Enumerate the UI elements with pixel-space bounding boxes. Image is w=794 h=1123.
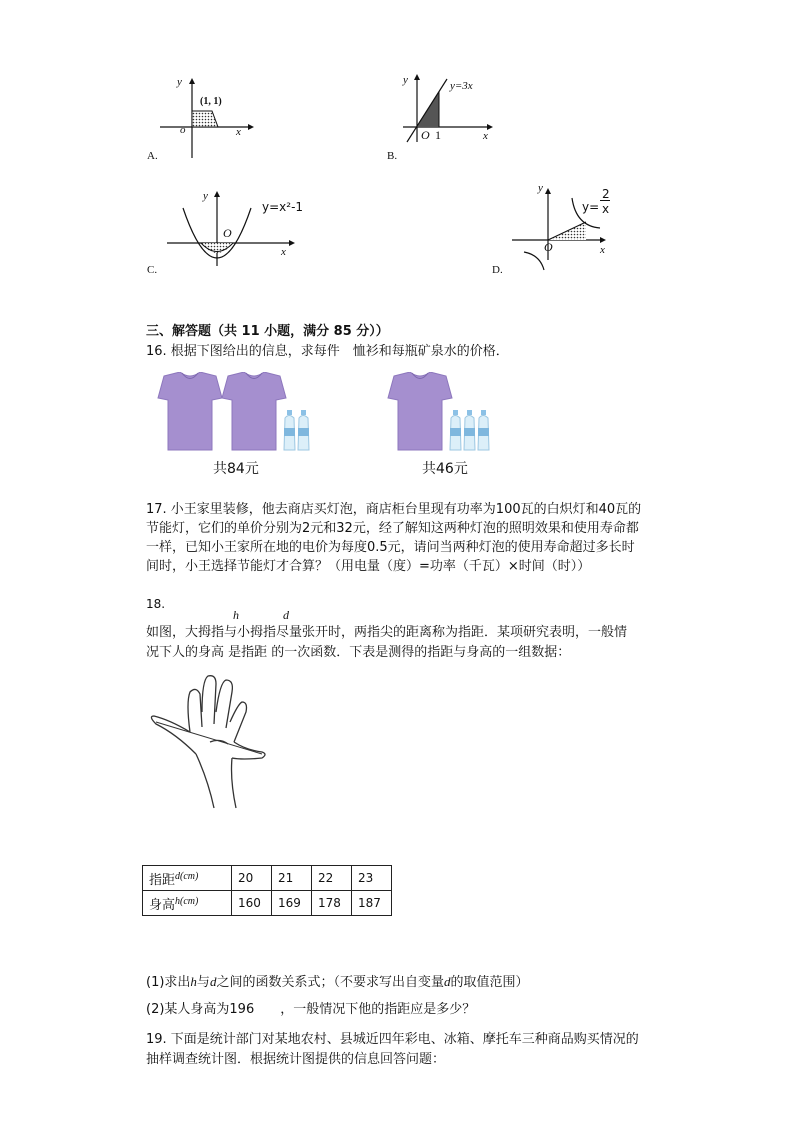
- fraction-denominator: x: [602, 202, 610, 216]
- q17-line: 节能灯，它们的单价分别为2元和32元，经了解知这两种灯泡的照明效果和使用寿命都: [146, 521, 639, 536]
- point-label: (1, 1): [200, 96, 222, 107]
- bottle-icon: [298, 410, 309, 450]
- row-unit: (cm): [180, 895, 199, 907]
- question-16-text: 16. 根据下图给出的信息，求每件 恤衫和每瓶矿泉水的价格．: [146, 344, 509, 359]
- q18-line-1: 如图，大拇指与小拇指尽量张开时，两指尖的距离称为指距．某项研究表明，一般情: [146, 625, 628, 640]
- option-c-graph: [165, 188, 305, 268]
- axis-x-label: x: [600, 244, 605, 256]
- row-header: 指距: [149, 872, 176, 888]
- q16-right-caption: 共46元: [422, 461, 468, 477]
- option-d-graph: [510, 182, 620, 274]
- option-a-graph: [150, 70, 260, 165]
- question-18-number: 18.: [146, 597, 166, 611]
- axis-y-label: y: [177, 76, 182, 88]
- axis-y-label: y: [403, 74, 408, 86]
- tshirt-icon: [158, 372, 222, 450]
- sub1-var-d: d: [443, 974, 451, 989]
- row-var: h: [175, 895, 181, 907]
- option-c-label: C.: [147, 264, 158, 276]
- finger-height-table: [142, 865, 392, 916]
- axis-y-label: y: [538, 182, 543, 194]
- tick-one-label: 1: [435, 128, 441, 142]
- fraction-numerator: 2: [602, 187, 610, 201]
- curve-label: y=3x: [450, 80, 473, 92]
- q17-line: 17. 小王家里装修，他去商店买灯泡，商店柜台里现有功率为100瓦的白炽灯和40瓦的: [146, 502, 642, 517]
- q19-line-2: 抽样调查统计图．根据统计图提供的信息回答问题：: [146, 1052, 446, 1067]
- axis-y-label: y: [203, 190, 208, 202]
- option-d-label: D.: [492, 264, 503, 276]
- origin-label: o: [180, 124, 186, 136]
- table-cell: 187: [352, 891, 392, 916]
- bottle-icon: [284, 410, 295, 450]
- axis-x-label: x: [236, 126, 241, 138]
- row-header: 身高: [149, 897, 176, 913]
- q18-sub-1: [146, 972, 528, 992]
- option-b-label: B.: [387, 150, 398, 162]
- q18-line-2: 况下人的身高 是指距 的一次函数．下表是测得的指距与身高的一组数据：: [146, 645, 571, 660]
- tshirt-icon: [388, 372, 452, 450]
- sub1-part: 的取值范围）: [450, 975, 529, 990]
- bottle-icon: [450, 410, 461, 450]
- row-header-span: [143, 891, 232, 916]
- bottle-icon: [478, 410, 489, 450]
- var-h-superscript: h: [233, 608, 239, 622]
- option-b-graph: [395, 72, 505, 152]
- table-cell: 169: [272, 891, 312, 916]
- table-row: [143, 866, 392, 891]
- question-17: [146, 500, 641, 576]
- q16-left-image: [150, 372, 320, 454]
- row-unit: (cm): [180, 870, 199, 882]
- origin-label: O: [544, 240, 553, 254]
- bottle-icon: [464, 410, 475, 450]
- fraction-bar: [600, 200, 610, 201]
- q19-line-1: 19. 下面是统计部门对某地农村、县城近四年彩电、冰箱、摩托车三种商品购买情况的: [146, 1032, 639, 1047]
- axis-x-label: x: [281, 246, 286, 258]
- sub1-var-h: h: [190, 974, 197, 989]
- table-row: [143, 891, 392, 916]
- option-a-axes: [150, 70, 260, 165]
- sub1-part: 与: [196, 975, 210, 990]
- table-cell: 178: [312, 891, 352, 916]
- sub1-var-d: d: [209, 974, 217, 989]
- origin-label: O: [223, 226, 232, 240]
- table-cell: 160: [232, 891, 272, 916]
- q16-right-image: [380, 372, 500, 454]
- tshirt-icon: [222, 372, 286, 450]
- axis-x-label: x: [483, 130, 488, 142]
- sub1-part: (1)求出: [146, 975, 191, 990]
- origin-label: O: [421, 128, 430, 142]
- table-cell: 22: [312, 866, 352, 891]
- row-var: d: [175, 870, 181, 882]
- hand-illustration: [150, 672, 270, 812]
- q17-line: 间时，小王选择节能灯才合算？（用电量（度）=功率（千瓦）×时间（时））: [146, 559, 591, 574]
- table-cell: 23: [352, 866, 392, 891]
- sub1-part: 之间的函数关系式；（不要求写出自变量: [216, 975, 444, 990]
- q16-left-caption: 共84元: [213, 461, 259, 477]
- q17-line: 一样，已知小王家所在地的电价为每度0.5元，请问当两种灯泡的使用寿命超过多长时: [146, 540, 635, 555]
- q16-left-items: [150, 372, 320, 454]
- q18-sub-2: (2)某人身高为196 ，一般情况下他的指距应是多少？: [146, 1002, 476, 1017]
- row-header-span: [143, 866, 232, 891]
- curve-label: y=x²-1: [262, 200, 304, 214]
- curve-label: y=: [582, 200, 600, 214]
- section-title: 三、解答题（共 11 小题，满分 85 分））: [146, 324, 389, 339]
- var-d-superscript: d: [283, 608, 289, 622]
- option-a-label: A.: [147, 150, 158, 162]
- table-cell: 20: [232, 866, 272, 891]
- hand-image: [150, 672, 270, 812]
- q16-right-items: [380, 372, 500, 454]
- table-cell: 21: [272, 866, 312, 891]
